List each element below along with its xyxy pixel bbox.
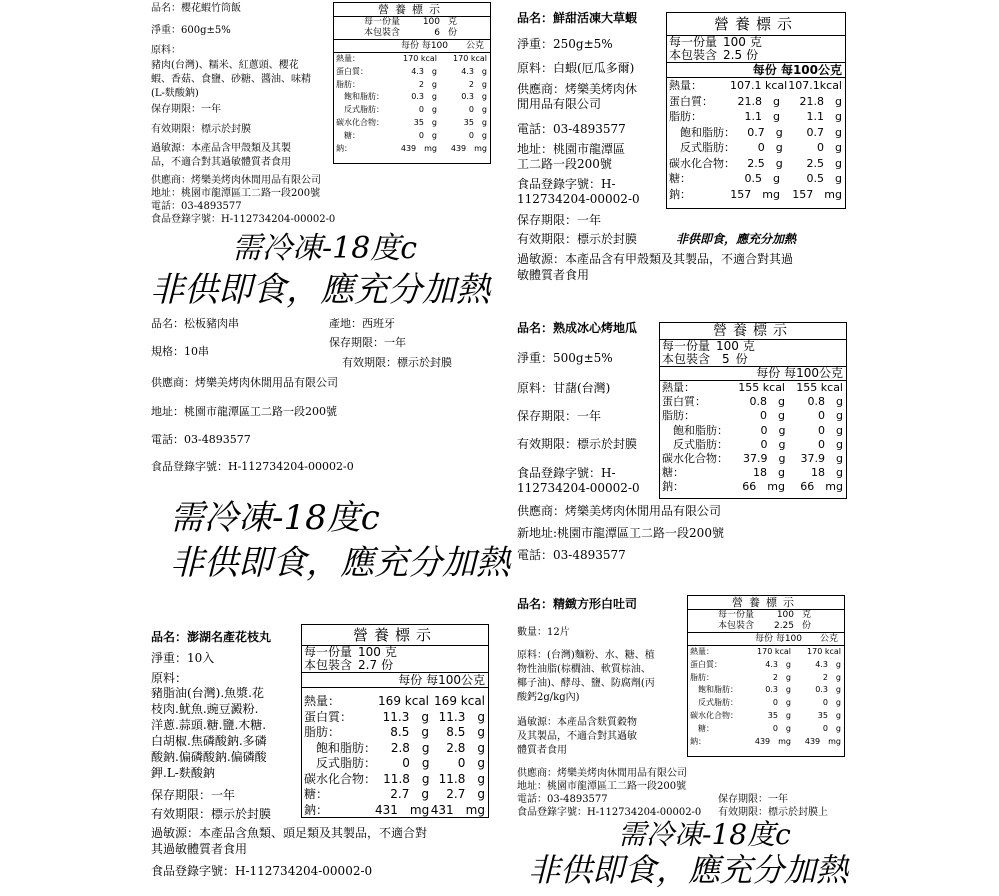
nutrient-name: 飽和脂肪： (304, 740, 377, 755)
per-serving-value: 1.1 g (744, 110, 780, 123)
serving-label: 每一份量 (364, 17, 401, 27)
per-100g-value: 2 g (468, 79, 487, 89)
per-100g-value: 155 kcal (796, 381, 843, 394)
ingredients-line: 椰子油)、酵母、鹽、防腐劑(丙 (517, 678, 655, 689)
supplier-line: 閒用品有限公司 (517, 97, 602, 111)
phone: 電話：03-4893577 (517, 548, 626, 562)
nutrient-name: 飽和脂肪： (669, 125, 735, 139)
nutrition-title: 營養標示 (660, 323, 846, 340)
nutrition-table (659, 322, 847, 499)
per-100g-value: 2.5 g (806, 156, 842, 170)
product-name: 品名：鮮甜活凍大草蝦 (517, 11, 638, 25)
nutrient-name: 糖： (669, 172, 691, 185)
nutrient-name: 熱量： (336, 54, 360, 63)
reg-number: 食品登錄字號：H-112734204-00002-0 (151, 864, 373, 878)
per-serving-value: 431 mg (375, 802, 430, 817)
nutrition-row (667, 125, 845, 141)
reg-number: 食品登錄字號：H-112734204-00002-0 (151, 460, 354, 473)
nutrient-name: 反式脂肪： (690, 698, 738, 708)
per-100g-value: 1.1 g (806, 110, 842, 123)
per-serving-value: 170 kcal (403, 54, 437, 63)
per-pack-label: 本包裝含 (364, 28, 401, 38)
per-pack-value: 2.7 (358, 658, 378, 672)
expiry: 有效期限：標示於封膜 (517, 437, 638, 451)
allergen-line: 品，不適合對其過敏體質者食用 (151, 157, 291, 168)
per-pack-value: 6 (434, 28, 441, 38)
nutrition-row (667, 78, 845, 94)
nutrition-title: 營養標示 (667, 13, 845, 36)
per-serving-value: 0 g (418, 105, 437, 115)
per-pack-unit: 份 (735, 352, 748, 366)
per-serving-value: 0.3 g (765, 685, 791, 695)
serving-label: 每一份量 (304, 645, 353, 659)
per-serving-value: 2.8 g (390, 740, 430, 755)
nutrient-name: 鈉： (690, 736, 706, 746)
nutrition-row (334, 117, 490, 130)
per-serving-value: 37.9 g (743, 451, 786, 465)
nutrient-name: 反式脂肪： (304, 756, 377, 770)
nutrition-row (660, 409, 846, 423)
per-100g-value: 0 g (468, 105, 487, 115)
per-pack-label: 本包裝含 (669, 48, 718, 62)
allergen-line: 體質者食用 (517, 745, 567, 756)
ingredients-line: 豬脂油(台灣).魚漿.花 (151, 686, 264, 700)
supplier: 供應商：烤樂美烤肉休閒用品有限公司 (151, 376, 338, 389)
nutrient-name: 反式脂肪： (669, 141, 735, 154)
allergen-line: 過敏源：本產品含麩質穀物 (517, 717, 637, 728)
nutrient-name: 熱量： (690, 647, 714, 656)
ingredients-line: 枝肉.魷魚.豌豆澱粉. (151, 702, 259, 716)
per-serving-value: 18 g (753, 466, 785, 480)
nutrition-rows (302, 688, 488, 818)
nutrition-table (687, 595, 845, 757)
nutrition-row (302, 741, 488, 757)
per-serving-value: 439 mg (400, 143, 437, 153)
nutrition-row (334, 143, 490, 156)
ingredients-line: 洋蔥.蒜頭.糖.鹽.木糖. (151, 718, 267, 732)
per-100g-value: 439 mg (804, 736, 841, 746)
nutrient-name: 碳水化合物： (669, 156, 735, 170)
nutrition-row (334, 66, 490, 79)
per-100g-value: 107.1kcal (788, 79, 842, 92)
serving-unit: 克 (448, 17, 458, 27)
per-serving-value: 0 g (757, 141, 783, 154)
shelf-life: 保存期限：一年 (517, 409, 602, 423)
serving-unit: 克 (802, 610, 812, 620)
expiry: 有效期限：標示於封膜 (517, 232, 638, 246)
nutrition-row (660, 480, 846, 494)
per-serving-value: 4.3 g (765, 659, 791, 669)
nutrient-name: 糖： (690, 723, 714, 733)
per-100g-value: 170 kcal (807, 647, 841, 656)
per-100g-value: 439 mg (450, 143, 487, 153)
net-weight: 淨重：500g±5% (517, 351, 613, 365)
per-100g-value: 169 kcal (434, 694, 485, 708)
supplier: 供應商：烤樂美烤肉休閒用品有限公司 (517, 504, 722, 518)
product-name: 品名：澎湖名產花枝丸 (151, 630, 272, 644)
nutrient-name: 脂肪： (662, 409, 695, 423)
nutrient-name: 脂肪： (336, 79, 360, 89)
nutrition-row (302, 803, 488, 819)
nutrition-row (667, 171, 845, 187)
nutrition-title: 營養標示 (302, 625, 488, 646)
serving-value: 100 (716, 339, 739, 353)
nutrient-name: 飽和脂肪： (690, 685, 738, 695)
reg-line: 食品登錄字號：H- (517, 466, 616, 480)
nutrition-row (667, 140, 845, 156)
per-pack-unit: 份 (381, 658, 394, 672)
per-100g-value: 0.8 g (807, 395, 843, 409)
allergen-line: 其過敏體質者食用 (151, 842, 248, 856)
ingredients-line: 鉀.L-麩酸鈉 (151, 766, 215, 780)
heating-notice: 非供即食，應充分加熱 (528, 851, 849, 889)
shelf-life: 保存期限：一年 (151, 788, 236, 802)
expiry: 有效期限：標示於封膜 (151, 124, 251, 135)
per-pack-value: 5 (722, 352, 730, 366)
nutrition-title: 營養標示 (688, 596, 844, 610)
nutrient-name: 鈉： (662, 480, 684, 494)
shelf-life: 保存期限：一年 (151, 104, 221, 115)
supplier-line: 電話：03-4893577 (517, 794, 608, 805)
nutrition-row (660, 452, 846, 466)
per-pack-unit: 份 (448, 28, 458, 38)
per-serving-value: 2.5 g (747, 156, 783, 170)
per-100g-value: 0.7 g (806, 125, 842, 139)
per-100g-value: 4.3 g (815, 659, 841, 669)
ingredients: 原料：甘藷(台灣) (517, 381, 611, 395)
allergen-line: 敏體質者食用 (517, 268, 590, 282)
per-100g-value: 8.5 g (446, 725, 485, 739)
nutrient-name: 蛋白質： (304, 709, 353, 724)
per-100g-value: 0 g (818, 423, 843, 437)
supplier-line: 地址：桃園市龍潭區工二路一段200號 (151, 188, 321, 199)
per-100g-value: 0.3 g (461, 92, 487, 102)
spec: 規格：10串 (151, 345, 209, 358)
serving-value: 100 (358, 645, 381, 659)
per-100g-value: 18 g (811, 466, 843, 480)
per-100g-value: 4.3 g (461, 66, 487, 76)
nutrition-row (688, 659, 844, 672)
ingredients-line: 豬肉(台灣)、糯米、紅蔥頭、櫻花 (151, 60, 299, 71)
heating-notice: 非供即食，應充分加熱 (150, 270, 490, 310)
per-serving-value: 0.7 g (747, 125, 783, 139)
nutrient-name: 飽和脂肪： (662, 423, 728, 437)
supplier-line: 供應商：烤樂美烤肉休 (517, 82, 638, 96)
product-name: 品名：松板豬肉串 (151, 317, 239, 330)
per-serving-value: 0 g (760, 437, 786, 451)
nutrition-row (688, 646, 844, 659)
nutrition-header: 每份 每100公克 (660, 367, 846, 381)
phone: 電話：03-4893577 (151, 433, 251, 446)
product-name: 品名：精緻方形白吐司 (517, 597, 638, 611)
frozen-notice: 需冷凍-18度c (232, 231, 418, 266)
reg-line: 食品登錄字號：H- (517, 177, 616, 191)
quantity: 數量：12片 (517, 627, 570, 638)
nutrition-row (688, 710, 844, 723)
per-serving-value: 0.3 g (411, 92, 437, 102)
nutrient-name: 熱量： (669, 79, 702, 92)
per-serving-value: 2.7 g (390, 787, 429, 801)
nutrition-rows (334, 53, 490, 155)
allergen-line: 過敏源：本產品含魚類、頭足類及其製品，不適合對 (151, 826, 428, 840)
per-serving-value: 35 g (413, 117, 437, 127)
nutrient-name: 脂肪： (304, 725, 341, 739)
nutrient-name: 糖： (336, 130, 360, 140)
nutrient-name: 脂肪： (690, 672, 714, 682)
serving-label: 每一份量 (669, 35, 718, 49)
per-serving-value: 11.3 g (382, 709, 429, 724)
nutrition-table (666, 12, 846, 209)
per-serving-value: 0 g (760, 409, 785, 423)
expiry: 有效期限：標示於封膜 (151, 807, 272, 821)
nutrient-name: 熱量： (304, 694, 341, 708)
shelf-life: 保存期限：一年 (517, 213, 602, 227)
nutrient-name: 脂肪： (669, 110, 702, 123)
heating-notice: 非供即食，應充分加熱 (170, 543, 510, 583)
per-100g-value: 0 g (818, 409, 843, 423)
per-100g-value: 11.8 g (438, 771, 485, 786)
serving-value: 100 (776, 610, 795, 620)
per-pack-value: 2.25 (773, 621, 795, 631)
supplier-line: 供應商：烤樂美烤肉休閒用品有限公司 (151, 175, 321, 186)
nutrient-name: 蛋白質： (662, 395, 706, 409)
per-serving-value: 11.8 g (383, 771, 430, 786)
address: 新地址:桃園市龍潭區工二路一段200號 (517, 526, 724, 540)
ingredients-line: 白胡椒.焦磷酸鈉.多磷 (151, 734, 267, 748)
nutrition-row (302, 694, 488, 710)
nutrition-table (301, 624, 489, 818)
reg-line: 112734204-00002-0 (517, 192, 640, 206)
ingredients-line: 酸鈉.偏磷酸鈉.偏磷酸 (151, 750, 267, 764)
per-serving-value: 21.8 g (737, 94, 780, 108)
address-line: 地址：桃園市龍潭區 (517, 142, 626, 156)
nutrient-name: 蛋白質： (336, 66, 368, 76)
per-pack-value: 2.5 (723, 48, 743, 62)
ingredients-line: 酸鈣2g/kg內) (517, 692, 580, 703)
per-100g-value: 11.3 g (438, 709, 485, 724)
address: 地址：桃園市龍潭區工二路一段200號 (151, 405, 337, 418)
ingredients-line: 原料：(台灣)麵粉、水、糖、植 (517, 650, 655, 661)
nutrition-title: 營養標示 (334, 3, 490, 17)
per-100g-value: 2.7 g (446, 787, 485, 801)
nutrition-rows (688, 646, 844, 748)
nutrient-name: 糖： (662, 466, 684, 480)
serving-unit: 克 (742, 339, 755, 353)
net-weight: 淨重：600g±5% (151, 25, 231, 36)
serving-label: 每一份量 (718, 610, 755, 620)
allergen-line: 及其製品，不適合對其過敏 (517, 731, 637, 742)
per-100g-value: 170 kcal (453, 54, 487, 63)
per-serving-value: 4.3 g (411, 66, 437, 76)
nutrition-row (334, 53, 490, 66)
frozen-notice: 需冷凍-18度c (618, 818, 791, 851)
allergen-line: 過敏源：本產品含有甲殼類及其製品，不適合對其過 (517, 252, 794, 266)
per-serving-value: 66 mg (742, 480, 785, 494)
expiry: 有效期限：標示於封膜上 (718, 807, 828, 818)
nutrition-row (667, 156, 845, 172)
per-100g-value: 35 g (463, 117, 487, 127)
ingredients-line: 蝦、香菇、食鹽、砂糖、醬油、味精 (151, 74, 311, 85)
per-100g-value: 431 mg (430, 802, 485, 817)
per-serving-value: 155 kcal (738, 381, 785, 394)
per-100g-value: 0 g (817, 141, 842, 154)
shelf-life: 保存期限：一年 (329, 336, 406, 349)
per-pack-unit: 份 (802, 621, 812, 631)
nutrition-row (302, 725, 488, 741)
ingredients-title: 原料： (151, 45, 181, 56)
nutrient-name: 鈉： (304, 802, 329, 817)
product-name: 品名：櫻花蝦竹筒飯 (151, 3, 241, 14)
allergen-line: 過敏源：本產品含甲殼類及其製 (151, 143, 291, 154)
per-serving-value: 169 kcal (378, 694, 429, 708)
per-100g-value: 0 g (457, 756, 485, 770)
per-100g-value: 0 g (822, 723, 841, 733)
per-100g-value: 157 mg (792, 187, 842, 201)
nutrition-row (302, 710, 488, 726)
nutrition-header: 每份 每100公克 (667, 63, 845, 78)
serving-label: 每一份量 (662, 339, 711, 353)
nutrition-row (334, 130, 490, 143)
per-serving-value: 0 g (772, 698, 791, 708)
per-pack-label: 本包裝含 (304, 658, 353, 672)
per-pack-unit: 份 (746, 48, 759, 62)
nutrition-row (688, 723, 844, 736)
nutrient-name: 飽和脂肪： (336, 92, 384, 102)
per-100g-value: 66 mg (800, 480, 843, 494)
nutrient-name: 鈉： (336, 143, 352, 153)
nutrition-row (334, 79, 490, 92)
nutrient-name: 鈉： (669, 187, 691, 201)
origin: 產地：西班牙 (329, 317, 395, 330)
nutrient-name: 熱量： (662, 381, 695, 394)
supplier-line: 地址：桃園市龍潭區工二路一段200號 (517, 781, 687, 792)
per-serving-value: 0.8 g (749, 395, 785, 409)
per-100g-value: 35 g (817, 710, 841, 720)
per-serving-value: 0 g (418, 130, 437, 140)
ingredients-line: 物性油脂(棕櫚油、軟質棕油、 (517, 664, 651, 675)
nutrition-row (688, 697, 844, 710)
per-pack-label: 本包裝含 (718, 621, 755, 631)
per-serving-value: 8.5 g (390, 725, 429, 739)
nutrition-row (302, 772, 488, 788)
per-serving-value: 0.5 g (744, 172, 780, 185)
per-serving-value: 2 g (418, 79, 437, 89)
per-serving-value: 0 g (402, 756, 430, 770)
net-weight: 淨重：250g±5% (517, 37, 613, 51)
nutrient-name: 碳水化合物： (304, 771, 377, 786)
per-serving-value: 170 kcal (757, 647, 791, 656)
nutrition-header: 每份 每100 公克 (334, 40, 490, 53)
nutrition-row (334, 104, 490, 117)
supplier-line: 供應商：烤樂美烤肉休閒用品有限公司 (517, 768, 687, 779)
per-100g-value: 0.5 g (806, 172, 842, 185)
per-serving-value: 157 mg (730, 187, 780, 201)
reg-number: 食品登錄字號：H-112734204-00002-0 (517, 807, 702, 818)
heating-notice-small: 非供即食，應充分加熱 (676, 232, 797, 246)
nutrient-name: 蛋白質： (669, 94, 713, 108)
nutrition-row (302, 756, 488, 772)
per-serving-value: 2 g (772, 672, 791, 682)
nutrient-name: 反式脂肪： (336, 105, 384, 115)
nutrition-row (660, 424, 846, 438)
nutrition-header: 每份 每100 公克 (688, 633, 844, 646)
nutrition-row (660, 466, 846, 480)
nutrition-row (660, 395, 846, 409)
nutrition-row (660, 438, 846, 452)
per-serving-value: 0 g (772, 723, 791, 733)
nutrient-name: 反式脂肪： (662, 437, 728, 451)
ingredients-title: 原料： (151, 671, 188, 685)
per-100g-value: 2.8 g (446, 740, 485, 755)
serving-value: 100 (723, 35, 746, 49)
per-serving-value: 0 g (760, 423, 786, 437)
supplier-line: 電話：03-4893577 (151, 201, 242, 212)
expiry: 有效期限：標示於封膜 (342, 356, 452, 369)
reg-line: 112734204-00002-0 (517, 481, 640, 495)
per-100g-value: 37.9 g (800, 451, 843, 465)
count: 淨重：10入 (151, 651, 215, 665)
nutrient-name: 碳水化合物： (690, 710, 738, 720)
product-name: 品名：熟成冰心烤地瓜 (517, 321, 638, 335)
serving-value: 100 (422, 17, 441, 27)
ingredients: 原料：白蝦(厄瓜多爾) (517, 61, 635, 75)
nutrition-row (334, 91, 490, 104)
nutrition-table (333, 2, 491, 164)
per-pack-label: 本包裝含 (662, 352, 711, 366)
per-100g-value: 0 g (818, 437, 843, 451)
frozen-notice: 需冷凍-18度c (170, 498, 380, 538)
nutrient-name: 碳水化合物： (336, 117, 384, 127)
nutrient-name: 糖： (304, 787, 329, 801)
per-100g-value: 0.3 g (815, 685, 841, 695)
nutrition-row (667, 109, 845, 125)
serving-unit: 克 (384, 645, 397, 659)
per-serving-value: 107.1 kcal (730, 79, 788, 92)
per-100g-value: 0 g (822, 698, 841, 708)
nutrition-row (667, 187, 845, 203)
per-100g-value: 2 g (822, 672, 841, 682)
per-serving-value: 439 mg (754, 736, 791, 746)
nutrition-row (688, 736, 844, 749)
supplier-line: 食品登錄字號：H-112734204-00002-0 (151, 214, 336, 225)
serving-unit: 克 (749, 35, 762, 49)
address-line: 工二路一段200號 (517, 157, 612, 171)
nutrition-row (302, 787, 488, 803)
nutrient-name: 碳水化合物： (662, 451, 728, 465)
nutrient-name: 蛋白質： (690, 659, 722, 669)
phone: 電話：03-4893577 (517, 122, 626, 136)
nutrition-row (660, 381, 846, 395)
nutrition-row (688, 672, 844, 685)
nutrition-rows (660, 381, 846, 495)
per-100g-value: 21.8 g (799, 94, 842, 108)
shelf-life: 保存期限：一年 (718, 794, 788, 805)
nutrition-header: 每份 每100公克 (302, 673, 488, 688)
ingredients-line: (L-麩酸鈉) (151, 88, 199, 99)
nutrition-row (688, 684, 844, 697)
nutrition-rows (667, 78, 845, 202)
per-100g-value: 0 g (468, 130, 487, 140)
nutrition-row (667, 94, 845, 110)
per-serving-value: 35 g (767, 710, 791, 720)
